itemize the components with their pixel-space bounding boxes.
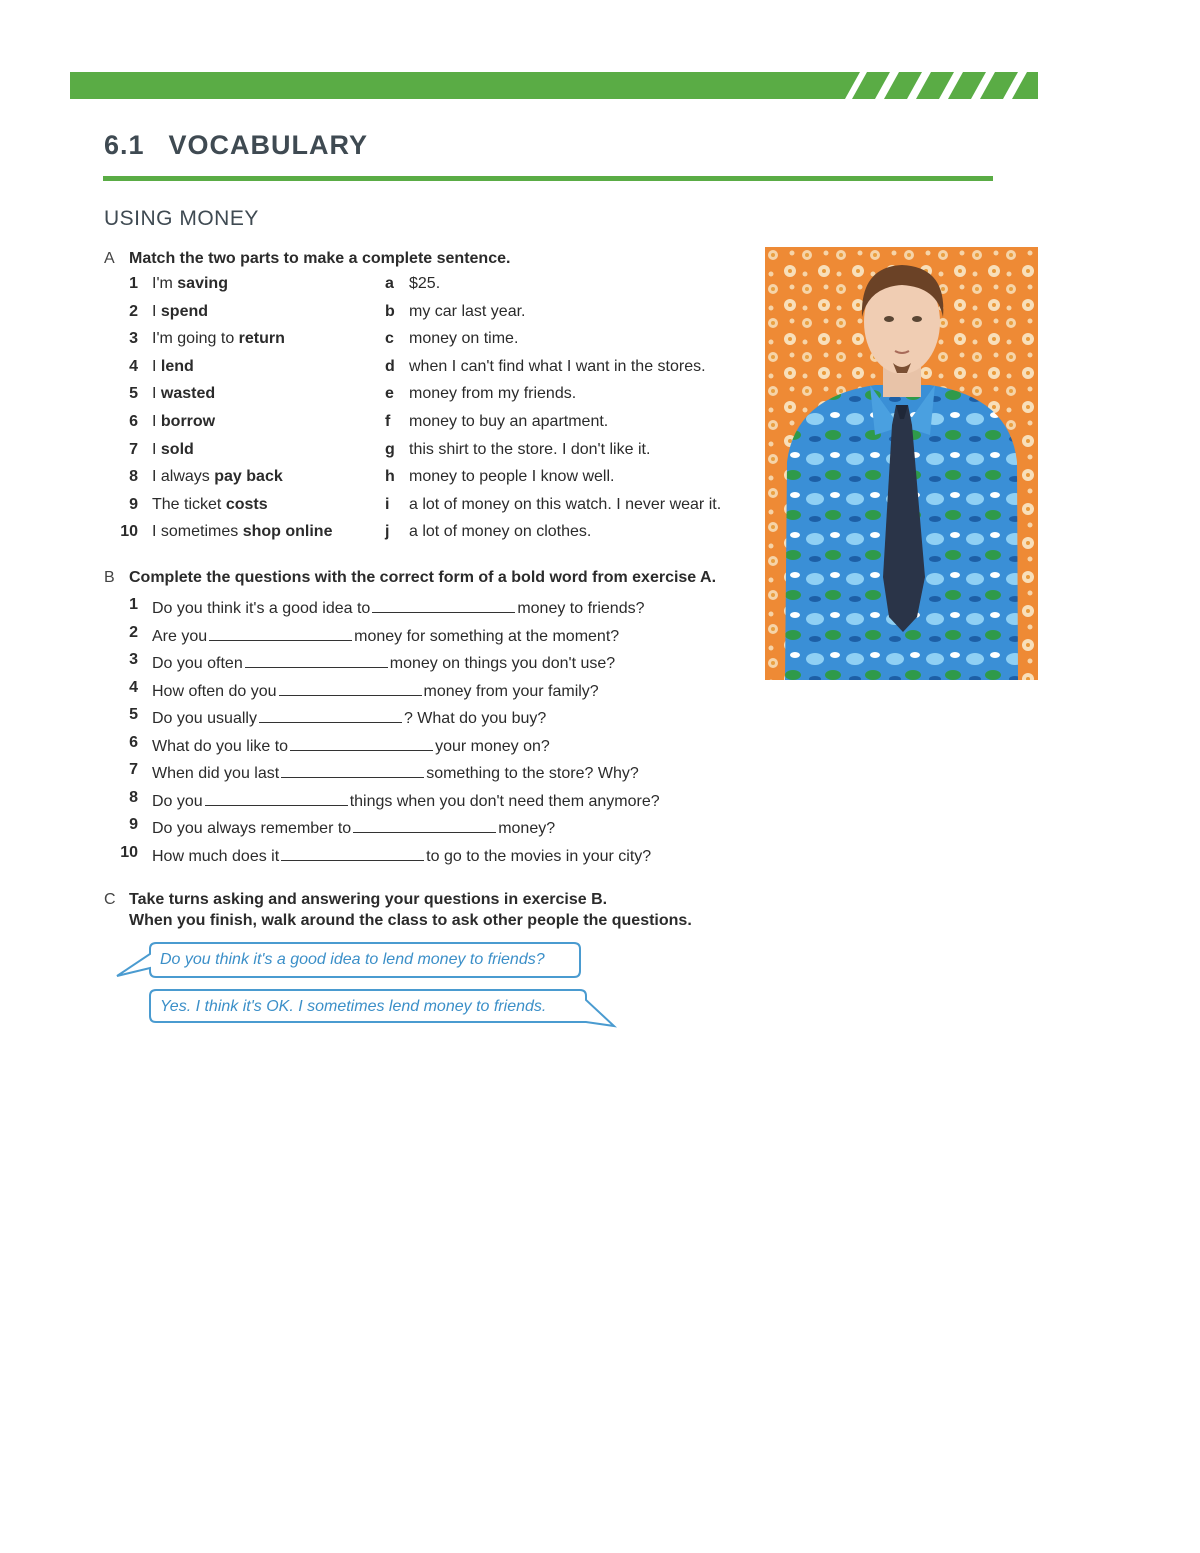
option-letter: e (385, 385, 394, 403)
item-number: 9 (129, 816, 138, 833)
question-before-blank: Do you often (152, 655, 243, 672)
item-number: 10 (120, 843, 138, 861)
answer-blank[interactable] (372, 596, 515, 613)
match-row (104, 385, 764, 407)
page-title (104, 130, 368, 161)
item-number: 10 (120, 523, 138, 541)
sentence-start (152, 330, 285, 348)
section-number: 6.1 (104, 130, 145, 160)
option-letter: c (385, 330, 394, 348)
sentence-ending: a lot of money on this watch. I never wear it. (409, 495, 722, 513)
sentence-start (152, 358, 194, 376)
question-text (152, 679, 599, 701)
option-letter: a (385, 275, 394, 292)
item-number: 5 (129, 706, 138, 723)
question-text (152, 734, 550, 756)
title-divider (103, 176, 993, 181)
question-row (104, 844, 744, 866)
sentence-ending: money on time. (409, 330, 519, 348)
question-before-blank: Do you usually (152, 710, 257, 727)
exercise-a-letter: A (104, 250, 115, 267)
question-after-blank: money on things you don't use? (389, 655, 616, 672)
sentence-start-text: I (152, 385, 161, 403)
question-before-blank: How much does it (152, 847, 280, 865)
question-row (104, 679, 744, 701)
sentence-start (152, 385, 215, 403)
question-row (104, 734, 744, 756)
question-row (104, 596, 744, 618)
question-before-blank: What do you like to (152, 737, 289, 755)
match-row (104, 303, 764, 325)
sentence-start-text: I sometimes (152, 523, 243, 541)
question-row (104, 816, 744, 838)
question-before-blank: Are you (152, 627, 208, 645)
sentence-start (152, 496, 268, 514)
sentence-ending: a lot of money on clothes. (409, 523, 592, 541)
bold-word: costs (225, 495, 268, 513)
option-letter: i (385, 495, 390, 513)
item-number: 7 (129, 440, 138, 458)
sentence-start (152, 441, 194, 459)
bold-word: lend (160, 357, 194, 375)
sentence-ending: my car last year. (409, 302, 526, 320)
question-before-blank: How often do you (152, 682, 277, 700)
option-letter: h (385, 468, 395, 486)
question-before-blank: Do you (152, 792, 203, 810)
item-number: 4 (129, 678, 138, 696)
subtitle: USING MONEY (104, 207, 259, 230)
item-number: 6 (129, 413, 138, 430)
answer-blank[interactable] (205, 789, 348, 806)
answer-blank[interactable] (290, 734, 433, 751)
question-before-blank: Do you always remember to (152, 820, 352, 837)
item-number: 2 (129, 302, 138, 320)
question-row (104, 624, 744, 646)
item-number: 6 (129, 733, 138, 751)
answer-blank[interactable] (281, 844, 424, 861)
option-letter: d (385, 357, 395, 375)
item-number: 2 (129, 623, 138, 641)
sentence-ending: money to people I know well. (409, 468, 615, 486)
speech-bubble-2-text: Yes. I think it's OK. I sometimes lend money to friends. (160, 998, 547, 1015)
match-row (104, 468, 764, 490)
question-row (104, 706, 744, 728)
bold-word: wasted (160, 385, 216, 403)
question-after-blank: money from your family? (423, 682, 599, 700)
item-number: 7 (129, 761, 138, 778)
question-text (152, 596, 645, 618)
option-letter: f (385, 413, 391, 430)
match-row (104, 330, 764, 352)
item-number: 3 (129, 330, 138, 348)
sentence-start (152, 275, 228, 293)
man-in-hawaiian-shirt-photo (765, 247, 1038, 680)
sentence-start-text: I'm (152, 275, 178, 292)
item-number: 1 (129, 275, 138, 292)
question-after-blank: things when you don't need them anymore? (349, 792, 660, 810)
option-letter: g (385, 440, 395, 458)
question-text (152, 651, 615, 673)
sentence-start-text: I (152, 440, 161, 458)
bold-word: spend (160, 302, 209, 320)
bold-word: shop online (242, 523, 333, 541)
question-text (152, 844, 651, 866)
question-row (104, 761, 744, 783)
match-row (104, 275, 764, 297)
answer-blank[interactable] (279, 679, 422, 696)
answer-blank[interactable] (245, 651, 388, 668)
question-text (152, 624, 619, 646)
exercise-c-instruction-1: C Take turns asking and answering your questions in exercise B. (104, 891, 608, 908)
sentence-start-text: I always (152, 468, 215, 486)
question-after-blank: to go to the movies in your city? (426, 847, 652, 865)
match-row (104, 441, 764, 463)
answer-blank[interactable] (209, 624, 352, 641)
answer-blank[interactable] (353, 816, 496, 833)
question-text (152, 789, 660, 811)
question-text (152, 816, 555, 838)
question-row (104, 651, 744, 673)
question-text (152, 706, 546, 728)
item-number: 3 (129, 651, 138, 668)
question-before-blank: When did you last (152, 765, 280, 782)
sentence-ending: $25. (409, 275, 441, 292)
bold-word: pay back (214, 468, 283, 486)
item-number: 8 (129, 788, 138, 806)
exercise-b-instruction: B Complete the questions with the correct form of a bold word from exercise A. (104, 569, 717, 586)
question-after-blank: ? What do you buy? (403, 710, 547, 727)
match-row (104, 413, 764, 435)
sentence-start (152, 523, 332, 541)
sentence-ending: when I can't find what I want in the stores. (409, 357, 706, 375)
sentence-start-text: I (152, 302, 161, 320)
exercise-a-instruction: A Match the two parts to make a complete sentence. (104, 250, 511, 267)
answer-blank[interactable] (281, 761, 424, 778)
sentence-start-text: I (152, 357, 161, 375)
question-after-blank: money to friends? (517, 600, 645, 617)
question-after-blank: your money on? (435, 737, 550, 755)
bold-word: return (238, 330, 285, 348)
match-row (104, 358, 764, 380)
header-stripe-bar (70, 72, 1038, 99)
sentence-start-text: I (152, 413, 161, 430)
question-after-blank: money for something at the moment? (354, 627, 620, 645)
exercise-c-letter: C (104, 891, 116, 908)
bold-word: sold (160, 440, 194, 458)
question-before-blank: Do you think it's a good idea to (152, 600, 371, 617)
item-number: 1 (129, 596, 138, 613)
match-row (104, 496, 764, 518)
sentence-start-text: I'm going to (152, 330, 239, 348)
question-after-blank: something to the store? Why? (426, 765, 639, 782)
item-number: 8 (129, 468, 138, 486)
section-title: VOCABULARY (168, 130, 369, 160)
exercise-c-instruction-2: When you finish, walk around the class to ask other people the questions. (129, 912, 692, 929)
item-number: 9 (129, 495, 138, 513)
item-number: 5 (129, 385, 138, 403)
sentence-ending: money from my friends. (409, 385, 577, 403)
bold-word: saving (177, 275, 228, 292)
answer-blank[interactable] (259, 706, 402, 723)
item-number: 4 (129, 357, 138, 375)
option-letter: j (385, 523, 390, 541)
question-row (104, 789, 744, 811)
speech-bubble-1-text: Do you think it's a good idea to lend money to friends? (160, 951, 545, 968)
sentence-start (152, 303, 208, 321)
question-text (152, 761, 639, 783)
sentence-start (152, 413, 215, 431)
sentence-ending: this shirt to the store. I don't like it. (409, 440, 651, 458)
option-letter: b (385, 302, 395, 320)
exercise-b-letter: B (104, 569, 115, 586)
match-row (104, 523, 764, 545)
sentence-start (152, 468, 283, 486)
sentence-start-text: The ticket (152, 495, 226, 513)
sentence-ending: money to buy an apartment. (409, 413, 609, 430)
question-after-blank: money? (498, 820, 556, 837)
bold-word: borrow (160, 413, 216, 430)
